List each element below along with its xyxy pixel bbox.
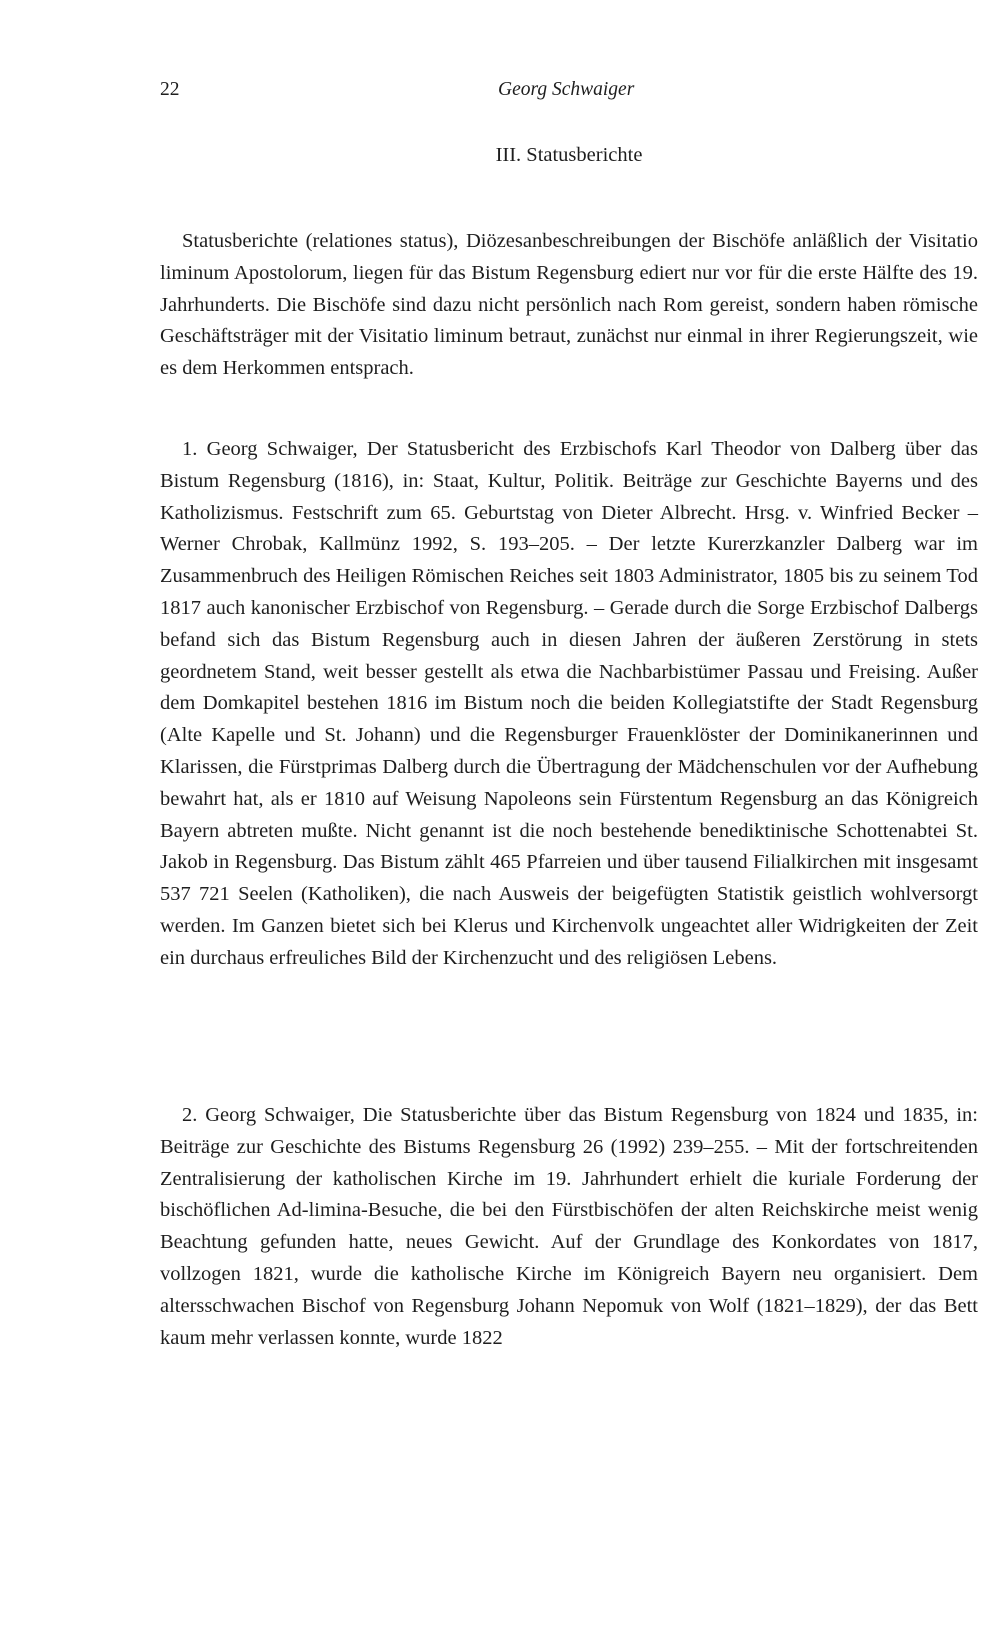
- page-number: 22: [160, 79, 180, 100]
- book-page: [160, 0, 978, 1641]
- running-head: [160, 79, 978, 109]
- section-heading: III. Statusberichte: [495, 144, 643, 166]
- intro-paragraph: Statusberichte (relationes status), Diözesanbeschreibungen der Bischöfe anläßlich der Visitatio liminum Apostolorum, liegen für das Bistum Regensburg ediert nur vor für die erste Hälfte des 19. Jahrhunderts. Die Bischöfe sind dazu nicht persönlich nach Rom gereist, sondern haben römische Geschäftsträger mit der Visitatio liminum betraut, zunächst nur einmal in ihrer Regierungszeit, wie es dem Herkommen entsprach.: [160, 230, 978, 380]
- entry-paragraph-2: 2. Georg Schwaiger, Die Statusberichte über das Bistum Regensburg von 1824 und 1835, in: Beiträge zur Geschichte des Bistums Regensburg 26 (1992) 239–255. – Mit der fortschreitenden Zentralisierung der katholischen Kirche im 19. Jahrhundert erhielt die kuriale Forderung der bischöflichen Ad-limina-Besuche, die bei den Fürstbischöfen der alten Reichskirche meist wenig Beachtung gefunden hatte, neues Gewicht. Auf der Grundlage des Konkordates von 1817, vollzogen 1821, wurde die katholische Kirche im Königreich Bayern neu organisiert. Dem altersschwachen Bischof von Regensburg Johann Nepomuk von Wolf (1821–1829), der das Bett kaum mehr verlassen konnte, wurde 1822: [160, 1104, 978, 1349]
- running-title: Georg Schwaiger: [498, 79, 635, 100]
- entry-paragraph-1: 1. Georg Schwaiger, Der Statusbericht des Erzbischofs Karl Theodor von Dalberg über das Bistum Regensburg (1816), in: Staat, Kultur, Politik. Beiträge zur Geschichte Bayerns und des Katholizismus. Festschrift zum 65. Geburtstag von Dieter Albrecht. Hrsg. v. Winfried Becker – Werner Chrobak, Kallmünz 1992, S. 193–205. – Der letzte Kurerzkanzler Dalberg war im Zusammenbruch des Heiligen Römischen Reiches seit 1803 Administrator, 1805 bis zu seinem Tod 1817 auch kanonischer Erzbischof von Regensburg. – Gerade durch die Sorge Erzbischof Dalbergs befand sich das Bistum Regensburg auch in diesen Jahren der äußeren Zerstörung in stets geordnetem Stand, weit besser gestellt als etwa die Nachbarbistümer Passau und Freising. Außer dem Domkapitel bestehen 1816 im Bistum noch die beiden Kollegiatstifte der Stadt Regensburg (Alte Kapelle und St. Johann) und die Regensburger Frauenklöster der Dominikanerinnen und Klarissen, die Fürstprimas Dalberg durch die Übertragung der Mädchenschulen vor der Aufhebung bewahrt hat, als er 1810 auf Weisung Napoleons sein Fürstentum Regensburg an das Königreich Bayern abtreten mußte. Nicht genannt ist die noch bestehende benediktinische Schottenabtei St. Jakob in Regensburg. Das Bistum zählt 465 Pfarreien und über tausend Filialkirchen mit insgesamt 537 721 Seelen (Katholiken), die nach Ausweis der beigefügten Statistik geistlich wohlversorgt werden. Im Ganzen bietet sich bei Klerus und Kirchenvolk ungeachtet aller Widrigkeiten der Zeit ein durchaus erfreuliches Bild der Kirchenzucht und des religiösen Lebens.: [160, 438, 978, 969]
